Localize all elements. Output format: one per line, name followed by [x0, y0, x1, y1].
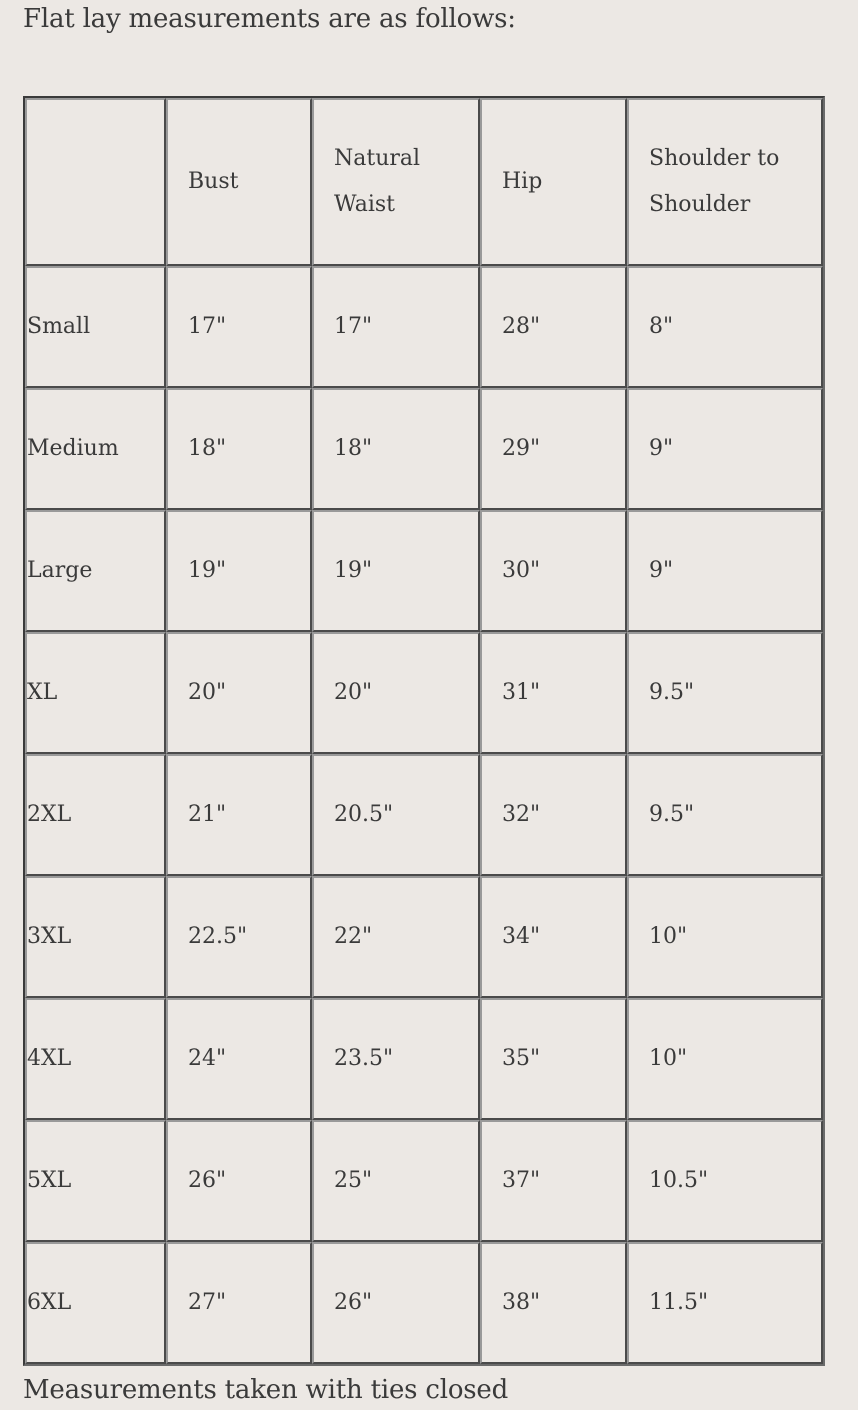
shoulder-to-shoulder-cell: 10": [627, 876, 823, 998]
header-cell-bust: Bust: [166, 98, 312, 266]
bust-cell: 20": [166, 632, 312, 754]
bust-cell: 19": [166, 510, 312, 632]
hip-cell: 37": [480, 1120, 627, 1242]
hip-cell: 35": [480, 998, 627, 1120]
shoulder-to-shoulder-cell: 9": [627, 388, 823, 510]
shoulder-to-shoulder-cell: 10.5": [627, 1120, 823, 1242]
table-row: [25, 266, 823, 388]
header-row: [25, 98, 823, 266]
bust-cell: 22.5": [166, 876, 312, 998]
size-label-cell: 3XL: [25, 876, 166, 998]
natural-waist-cell: 18": [312, 388, 480, 510]
hip-cell: 31": [480, 632, 627, 754]
shoulder-to-shoulder-cell: 10": [627, 998, 823, 1120]
shoulder-to-shoulder-cell: 9.5": [627, 754, 823, 876]
bust-cell: 17": [166, 266, 312, 388]
shoulder-to-shoulder-cell: 9.5": [627, 632, 823, 754]
header-cell-shoulder-to-shoulder: Shoulder to Shoulder: [627, 98, 823, 266]
hip-cell: 38": [480, 1242, 627, 1364]
natural-waist-cell: 20.5": [312, 754, 480, 876]
natural-waist-cell: 17": [312, 266, 480, 388]
size-label-cell: 5XL: [25, 1120, 166, 1242]
hip-cell: 29": [480, 388, 627, 510]
shoulder-to-shoulder-cell: 9": [627, 510, 823, 632]
natural-waist-cell: 19": [312, 510, 480, 632]
size-label-cell: 2XL: [25, 754, 166, 876]
hip-cell: 28": [480, 266, 627, 388]
size-label-cell: 4XL: [25, 998, 166, 1120]
size-label-cell: Large: [25, 510, 166, 632]
size-label-cell: Medium: [25, 388, 166, 510]
bust-cell: 21": [166, 754, 312, 876]
natural-waist-cell: 23.5": [312, 998, 480, 1120]
size-label-cell: 6XL: [25, 1242, 166, 1364]
bust-cell: 18": [166, 388, 312, 510]
hip-cell: 30": [480, 510, 627, 632]
table-row: [25, 1242, 823, 1364]
size-table-body: [25, 266, 823, 1364]
natural-waist-cell: 25": [312, 1120, 480, 1242]
natural-waist-cell: 22": [312, 876, 480, 998]
size-chart: [23, 96, 821, 1364]
bust-cell: 27": [166, 1242, 312, 1364]
natural-waist-cell: 20": [312, 632, 480, 754]
size-label-cell: XL: [25, 632, 166, 754]
header-cell-blank: [25, 98, 166, 266]
footnote-text: Measurements taken with ties closed: [23, 1375, 509, 1405]
size-label-cell: Small: [25, 266, 166, 388]
table-row: [25, 876, 823, 998]
table-row: [25, 1120, 823, 1242]
shoulder-to-shoulder-cell: 11.5": [627, 1242, 823, 1364]
table-row: [25, 998, 823, 1120]
bust-cell: 26": [166, 1120, 312, 1242]
intro-text: Flat lay measurements are as follows:: [23, 4, 516, 34]
table-row: [25, 388, 823, 510]
hip-cell: 34": [480, 876, 627, 998]
natural-waist-cell: 26": [312, 1242, 480, 1364]
header-cell-natural-waist: Natural Waist: [312, 98, 480, 266]
header-cell-hip: Hip: [480, 98, 627, 266]
shoulder-to-shoulder-cell: 8": [627, 266, 823, 388]
table-row: [25, 510, 823, 632]
hip-cell: 32": [480, 754, 627, 876]
table-row: [25, 632, 823, 754]
size-table-header: [25, 98, 823, 266]
size-table: [23, 96, 825, 1366]
table-row: [25, 754, 823, 876]
bust-cell: 24": [166, 998, 312, 1120]
